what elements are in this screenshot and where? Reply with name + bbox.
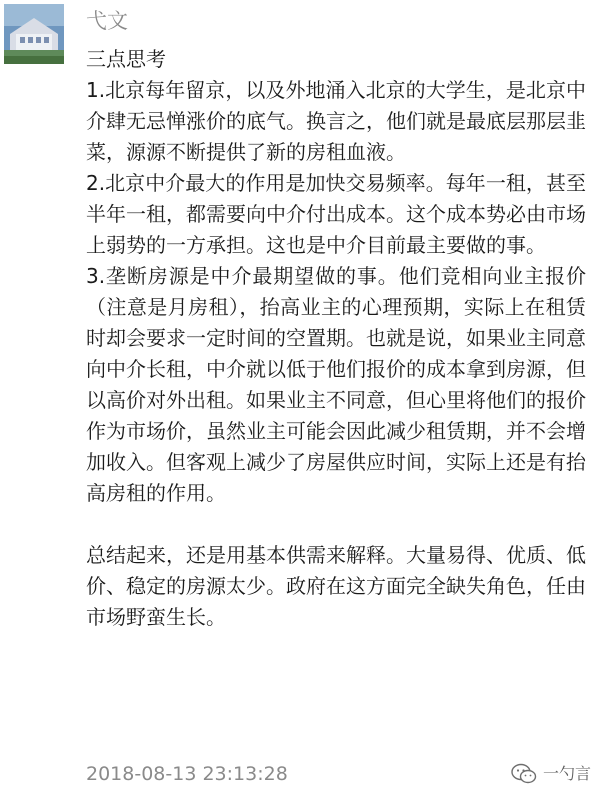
author-name[interactable]: 弋文 (86, 9, 128, 33)
wechat-icon (511, 763, 537, 785)
watermark (511, 760, 591, 788)
post-title: 三点思考 (86, 47, 166, 71)
post-point-2: 2.北京中介最大的作用是加快交易频率。每年一租，甚至半年一租，都需要向中介付出成本。这个成本势必由市场上弱势的一方承担。这也是中介目前最主要做的事。 (86, 171, 586, 257)
post-summary: 总结起来，还是用基本供需来解释。大量易得、优质、低价、稳定的房源太少。政府在这方面完全缺失角色，任由市场野蛮生长。 (86, 543, 586, 629)
post-content (86, 44, 586, 633)
avatar-image (4, 4, 64, 64)
avatar[interactable] (4, 4, 64, 64)
post-timestamp: 2018-08-13 23:13:28 (86, 763, 288, 785)
post-point-3: 3.垄断房源是中介最期望做的事。他们竞相向业主报价（注意是月房租），抬高业主的心理预期，实际上在租赁时却会要求一定时间的空置期。也就是说，如果业主同意向中介长租，中介就以低于他们报价的成本拿到房源，但以高价对外出租。如果业主不同意，但心里将他们的报价作为市场价，虽然业主可能会因此减少租赁期，并不会增加收入。但客观上减少了房屋供应时间，实际上还是有抬高房租的作用。 (86, 264, 586, 505)
post-point-1: 1.北京每年留京，以及外地涌入北京的大学生，是北京中介肆无忌惮涨价的底气。换言之，他们就是最底层那层韭菜，源源不断提供了新的房租血液。 (86, 78, 586, 164)
watermark-label: 一勺言 (542, 764, 591, 783)
